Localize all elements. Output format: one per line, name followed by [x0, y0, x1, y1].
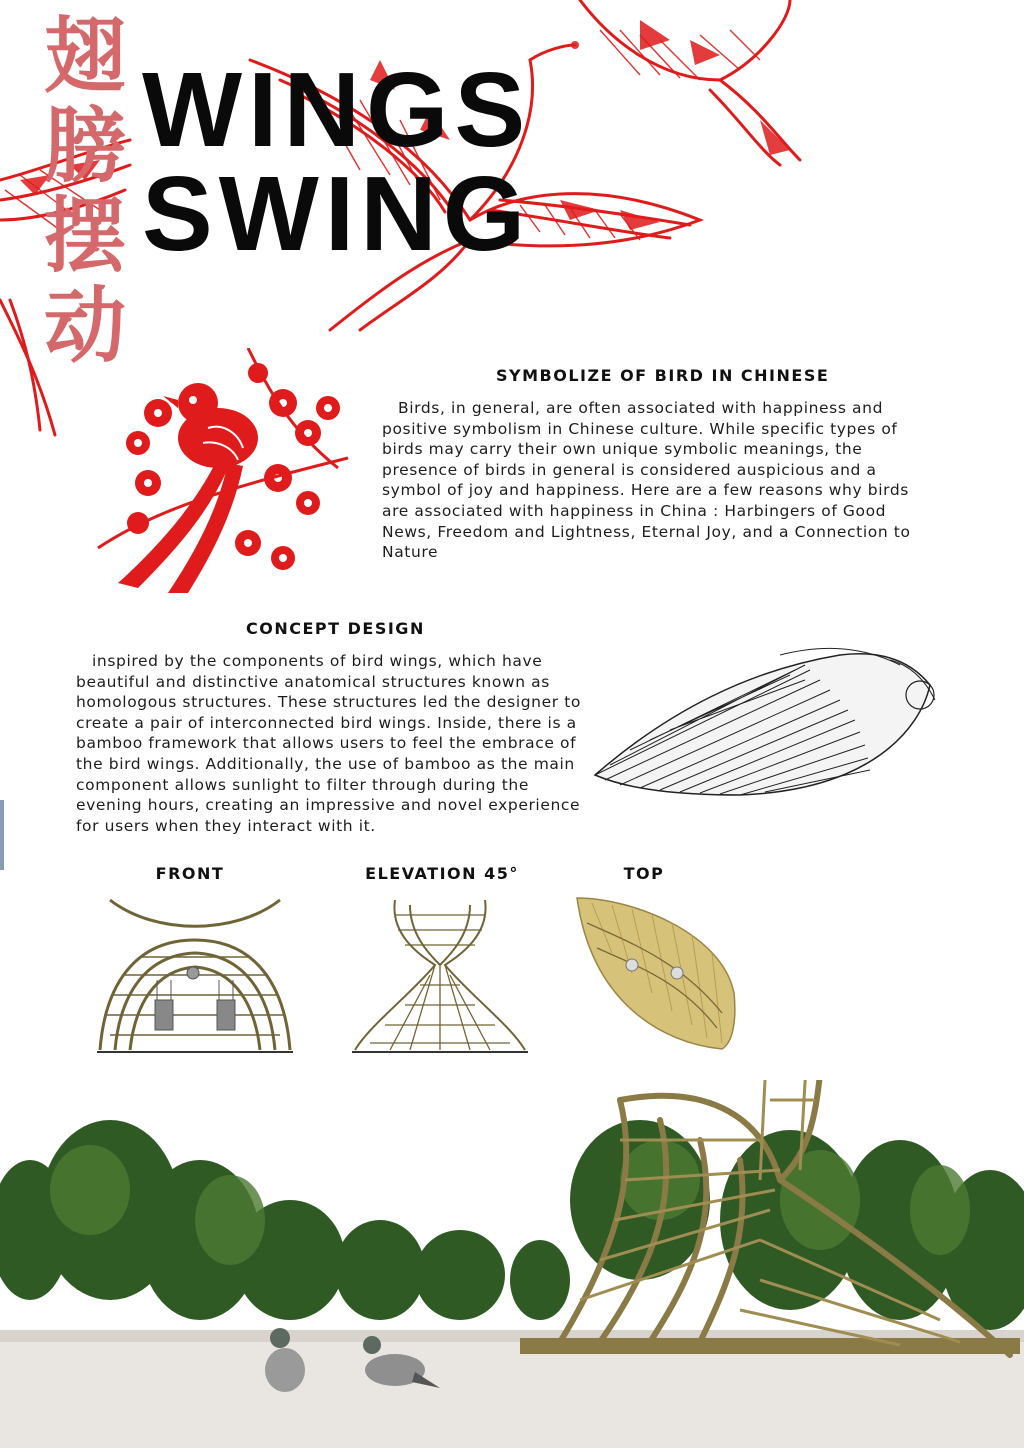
chinese-title-char: 摆 — [43, 189, 126, 284]
songbird-papercut-illustration — [78, 348, 358, 603]
chinese-title-char: 动 — [43, 279, 126, 374]
chinese-title — [40, 9, 130, 374]
top-view-label: TOP — [623, 864, 665, 883]
concept-paragraph: inspired by the components of bird wings, which have beautiful and distinctive anatomical structures known as homologous structures. These structures led the designer to create a pair of interconnected bird wings. Inside, there is a bamboo framework that allows users to feel the embrace of the bird wings. Additionally, the use of bamboo as the main component allows sunlight to filter through during the evening hours, creating an impressive and novel experience for users when they interact with it. — [76, 652, 581, 835]
edge-marker — [0, 800, 4, 870]
title-line-wings: WINGS — [142, 51, 532, 169]
chinese-title-char: 翅 — [43, 9, 126, 104]
top-view-drawing — [572, 893, 740, 1053]
front-view-drawing — [95, 895, 295, 1055]
bird-wing-sketch — [590, 640, 945, 800]
chinese-title-char: 膀 — [43, 99, 126, 194]
symbolize-heading: SYMBOLIZE OF BIRD IN CHINESE — [496, 366, 830, 385]
pavilion-render-scene — [0, 1080, 1024, 1448]
symbolize-paragraph: Birds, in general, are often associated with happiness and positive symbolism in Chinese culture. While specific types of birds may carry their own unique symbolic meanings, the presence of birds in general is considered auspicious and a symbol of joy and happiness. Here are a few reasons why birds are associated with happiness in China : Harbingers of Good News, Freedom and Lightness, Eternal Joy, and a Connection to Nature — [382, 399, 911, 562]
elevation-view-label: ELEVATION 45° — [365, 864, 519, 883]
title-line-swing: SWING — [142, 155, 532, 273]
concept-heading: CONCEPT DESIGN — [246, 619, 425, 638]
page-title — [142, 51, 532, 273]
front-view-label: FRONT — [155, 864, 225, 883]
elevation-view-drawing — [350, 895, 530, 1055]
